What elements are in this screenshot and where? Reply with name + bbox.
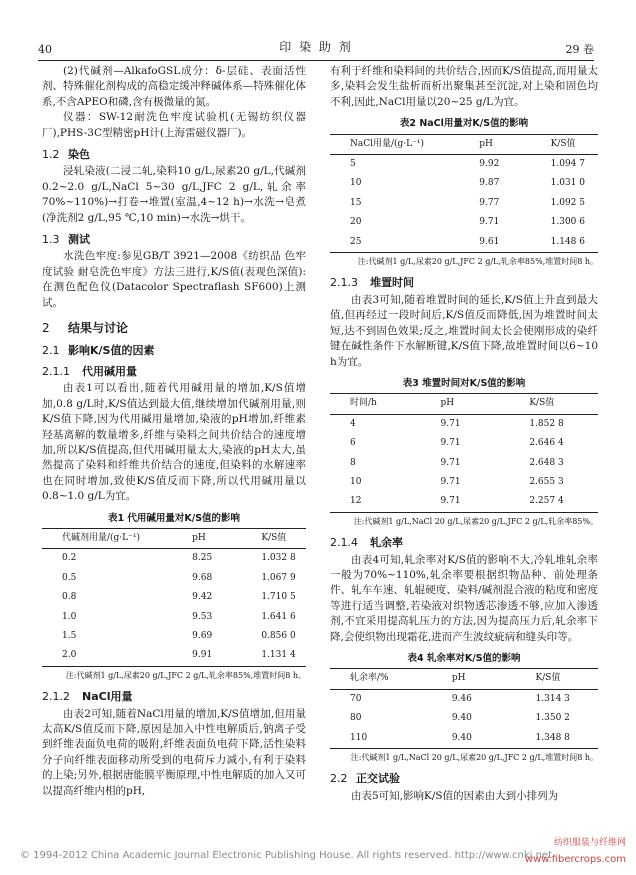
table-cell: 9.71 <box>440 476 461 487</box>
section-number: 2.1 <box>42 343 60 357</box>
data-table <box>42 528 306 667</box>
paragraph: 由表4可知,轧余率对K/S值的影响不大,冷轧堆轧余率一般为70%~110%,轧余率要根据织物品种、前处理条件、轧车车速、轧辊硬度、染料/碱剂混合液的粘度和密度等进行适当调整,若染液对织物透芯渗透不够,应加入渗透剂,不宜采用提高轧压力的方法,因为提高压力后,轧余率下降,会使织物出现霜花,进而产生波纹疵病和缝头印等。 <box>330 553 598 643</box>
table-cell: 1.031 0 <box>550 178 585 189</box>
section-number: 1.3 <box>42 233 60 247</box>
section-heading <box>42 232 306 247</box>
table-cell: 9.61 <box>479 236 500 247</box>
section-number: 2.1.3 <box>330 276 358 290</box>
table-cell: 9.77 <box>479 197 500 208</box>
table-cell: 1.348 8 <box>535 732 570 743</box>
table-cell: 10 <box>350 476 362 487</box>
table-cell: 25 <box>350 236 362 247</box>
section-number: 1.2 <box>42 148 60 162</box>
table-row <box>42 569 306 588</box>
table-row <box>330 454 598 473</box>
table-row <box>42 627 306 646</box>
table-cell: 9.71 <box>440 438 461 449</box>
table-cell: 0.2 <box>62 553 77 564</box>
data-table <box>330 134 598 253</box>
paragraph: 有利于纤维和染料间的共价结合,因而K/S值提高,而用量太多,染料会发生盐析而析出聚集甚至沉淀,对上染和固色均不利,因此,NaCl用量以20~25 g/L为宜。 <box>330 65 598 108</box>
table-note: 注:代碱剂1 g/L,NaCl 20 g/L,尿素20 g/L,JFC 2 g/L,堆置时间8 h。 <box>350 753 598 763</box>
table-cell: 9.40 <box>451 713 472 724</box>
table-cell: 2.648 3 <box>529 457 564 468</box>
paragraph: 由表5可知,影响K/S值的因素由大到小排列为 <box>351 789 559 802</box>
table-cell: 0.8 <box>62 592 77 603</box>
table-header-cell: K/S值 <box>550 138 576 149</box>
paragraph: 由表2可知,随着NaCl用量的增加,K/S值增加,但用量太高K/S值反而下降,原因是加入中性电解质后,钠离子受到纤维表面负电荷的吸附,纤维表面负电荷下降,活性染料分子向纤维表面移动所受到的电荷斥力减小,有利于染料的上染;另外,根据唐能膜平衡原理,中性电解质的加入又可以提高纤维内相的pH, <box>42 707 306 797</box>
paragraph: 由表1可以看出,随着代用碱用量的增加,K/S值增加,0.8 g/L时,K/S值达到最大值,继续增加代碱剂用量,则K/S值下降,因为代用碱用量增加,染液的pH增加,纤维素羟基离解的数量增多,纤维与染料之间共价结合的速度增加,所以K/S值提高,但代用碱用量太大,染液的pH太大,虽然提高了染料和纤维共价结合的速度,但染料的水解速率也在同时增加,致使K/S值反而下降,所以代用碱用量以0.8~1.0 g/L为宜。 <box>42 382 306 503</box>
page-number: 40 <box>38 43 52 56</box>
right-column <box>330 64 598 804</box>
table-cell: 1.067 9 <box>261 572 296 583</box>
table-header-row <box>330 394 598 414</box>
copyright-footer: © 1994-2012 China Academic Journal Electronic Publishing House. All rights reserved. http://www.cnki.net <box>20 849 552 861</box>
table-header-cell: 轧余率/% <box>350 673 389 684</box>
table-cell: 1.131 4 <box>261 650 296 661</box>
section-title: 结果与讨论 <box>68 321 129 336</box>
section-title: NaCl用量 <box>82 690 133 704</box>
table-cell: 9.71 <box>440 496 461 507</box>
section-number: 2.1.2 <box>42 690 70 704</box>
section-title: 代用碱用量 <box>82 364 137 378</box>
watermark-line: www.fibercrops.com <box>524 853 626 865</box>
table-header-cell: K/S值 <box>261 532 287 543</box>
table-cell: 12 <box>350 496 362 507</box>
header-rule <box>38 60 594 61</box>
table-cell: 9.68 <box>192 572 213 583</box>
section-number: 2.1.1 <box>42 364 70 378</box>
page-header <box>38 38 594 58</box>
table-cell: 0.5 <box>62 572 77 583</box>
table-cell: 110 <box>350 732 368 743</box>
table-row <box>330 492 598 512</box>
table-cell: 8 <box>350 457 356 468</box>
table-cell: 9.42 <box>192 592 213 603</box>
table-cell: 9.69 <box>192 631 213 641</box>
data-table <box>330 393 598 512</box>
paragraph: 水洗色牢度:参见GB/T 3921—2008《纺织品 色牢度试验 耐皂洗色牢度》方法三进行,K/S值(表观色深值):在测色配色仪(Datacolor Spectraflash SF600)上测试。 <box>42 250 306 309</box>
table-cell: 9.53 <box>192 611 213 622</box>
table-row <box>42 588 306 607</box>
data-table <box>330 668 598 749</box>
table-row <box>330 155 598 175</box>
section-heading <box>42 689 306 704</box>
left-column <box>42 64 306 799</box>
table-cell: 6 <box>350 438 356 449</box>
table-cell: 9.71 <box>479 217 500 228</box>
section-title: 轧余率 <box>370 536 403 550</box>
table-row <box>330 174 598 193</box>
table-cell: 9.40 <box>451 732 472 743</box>
table-cell: 80 <box>350 713 362 724</box>
section-number: 2 <box>42 321 50 336</box>
section-heading <box>42 321 306 336</box>
table-header-cell: K/S值 <box>529 398 555 409</box>
table-cell: 1.641 6 <box>261 611 296 622</box>
table-header-row <box>42 528 306 548</box>
table-header-row <box>330 134 598 154</box>
watermark-line: 纺织服装与纤维网 <box>553 838 626 849</box>
table-cell: 2.257 4 <box>529 496 564 507</box>
table-cell: 2.655 3 <box>529 476 564 487</box>
table-row <box>330 729 598 749</box>
table-cell: 9.46 <box>451 693 472 704</box>
table-header-cell: NaCl用量/(g·L⁻¹) <box>350 138 425 149</box>
table-row <box>330 473 598 492</box>
section-title: 测试 <box>68 233 90 247</box>
section-number: 2.1.4 <box>330 536 358 550</box>
table-row <box>330 414 598 434</box>
paragraph: (2)代碱剂—AlkafoGSL成分：δ-层硅、表面活性剂、特殊催化剂构成的高稳定缓冲释碱体系—特殊催化体系,不含APEO和磷,含有极微量的氮。 <box>42 65 306 108</box>
section-title: 堆置时间 <box>370 276 414 290</box>
table-cell: 1.350 2 <box>535 713 570 724</box>
section-title: 染色 <box>68 148 90 162</box>
table-row <box>330 213 598 232</box>
section-heading <box>42 364 306 379</box>
table-cell: 1.032 8 <box>261 553 296 564</box>
table-header-cell: 时间/h <box>350 398 377 409</box>
table-cell: 9.91 <box>192 650 213 661</box>
table-cell: 1.5 <box>62 631 77 641</box>
table-header-cell: 代碱剂用量/(g·L⁻¹) <box>62 532 141 543</box>
section-heading <box>330 275 598 290</box>
table-cell: 1.094 7 <box>550 159 585 170</box>
table-cell: 1.092 5 <box>550 197 585 208</box>
table-caption: 表3 堆置时间对K/S值的影响 <box>402 377 526 389</box>
table-row <box>330 434 598 453</box>
table-cell: 0.856 0 <box>261 631 296 641</box>
table-caption: 表2 NaCl用量对K/S值的影响 <box>399 118 529 130</box>
section-heading <box>42 343 306 358</box>
table-row <box>330 689 598 709</box>
table-cell: 9.71 <box>440 457 461 468</box>
table-cell: 9.87 <box>479 178 500 189</box>
table-cell: 9.71 <box>440 418 461 429</box>
table-cell: 2.646 4 <box>529 438 564 449</box>
table-header-cell: pH <box>451 673 466 684</box>
table-row <box>42 646 306 666</box>
table-row <box>330 194 598 213</box>
volume-label: 29 卷 <box>565 43 594 56</box>
section-title: 影响K/S值的因素 <box>68 343 155 357</box>
table-cell: 1.300 6 <box>550 217 585 228</box>
table-cell: 10 <box>350 178 362 189</box>
section-number: 2.2 <box>330 772 348 786</box>
site-watermark <box>525 836 626 867</box>
table-cell: 5 <box>350 159 356 170</box>
table-header-cell: pH <box>479 138 493 149</box>
table-note: 注:代碱剂1 g/L,尿素20 g/L,JFC 2 g/L,轧余率85%,堆置时间8 h。 <box>357 257 598 267</box>
journal-title: 印 染 助 剂 <box>279 40 353 54</box>
table-row <box>330 233 598 253</box>
table-cell: 15 <box>350 197 362 208</box>
table-cell: 4 <box>350 418 356 429</box>
table-row <box>42 549 306 569</box>
table-header-row <box>330 669 598 689</box>
section-title: 正交试验 <box>356 772 400 786</box>
section-heading <box>330 771 598 786</box>
table-cell: 1.852 8 <box>529 418 564 429</box>
table-cell: 1.710 5 <box>261 592 296 603</box>
section-heading <box>330 535 598 550</box>
table-row <box>330 709 598 728</box>
section-heading <box>42 147 306 162</box>
table-cell: 8.25 <box>192 553 213 564</box>
table-cell: 9.92 <box>479 159 500 170</box>
table-cell: 1.314 3 <box>535 693 570 704</box>
table-note: 注:代碱剂1 g/L,尿素20 g/L,JFC 2 g/L,轧余率85%,堆置时间8 h。 <box>65 670 306 680</box>
paragraph: 由表3可知,随着堆置时间的延长,K/S值上升直到最大值,但再经过一段时间后,K/S值反而降低,因为堆置时间太短,达不到固色效果;反之,堆置时间太长会使刚形成的染纤键在碱性条件下水解断键,K/S值下降,故堆置时间以6~10 h为宜。 <box>330 293 598 368</box>
table-header-cell: K/S值 <box>535 673 561 684</box>
table-header-cell: pH <box>440 398 455 409</box>
table-cell: 20 <box>350 217 362 228</box>
paragraph: 浸轧染液(二浸二轧,染料10 g/L,尿素20 g/L,代碱剂0.2~2.0 g/L,NaCl 5~30 g/L,JFC 2 g/L,轧余率70%~110%)→打卷→堆置(室温,4~12 h)→水洗→皂煮(净洗剂2 g/L,95 ℃,10 min)→水洗→烘干。 <box>42 165 306 224</box>
table-caption: 表4 轧余率对K/S值的影响 <box>407 653 521 664</box>
table-row <box>42 608 306 627</box>
table-cell: 70 <box>350 693 362 704</box>
table-cell: 1.148 6 <box>550 236 585 247</box>
table-cell: 1.0 <box>62 611 77 622</box>
table-cell: 2.0 <box>62 650 77 661</box>
table-caption: 表1 代用碱用量对K/S值的影响 <box>107 512 241 524</box>
table-header-cell: pH <box>192 532 206 543</box>
paragraph: 仪器：SW-12耐洗色牢度试验机(无锡纺织仪器厂),PHS-3C型精密pH计(上海雷磁仪器厂)。 <box>42 111 306 139</box>
table-note: 注:代碱剂1 g/L,NaCl 20 g/L,尿素20 g/L,JFC 2 g/L,轧余率85%。 <box>353 516 598 526</box>
